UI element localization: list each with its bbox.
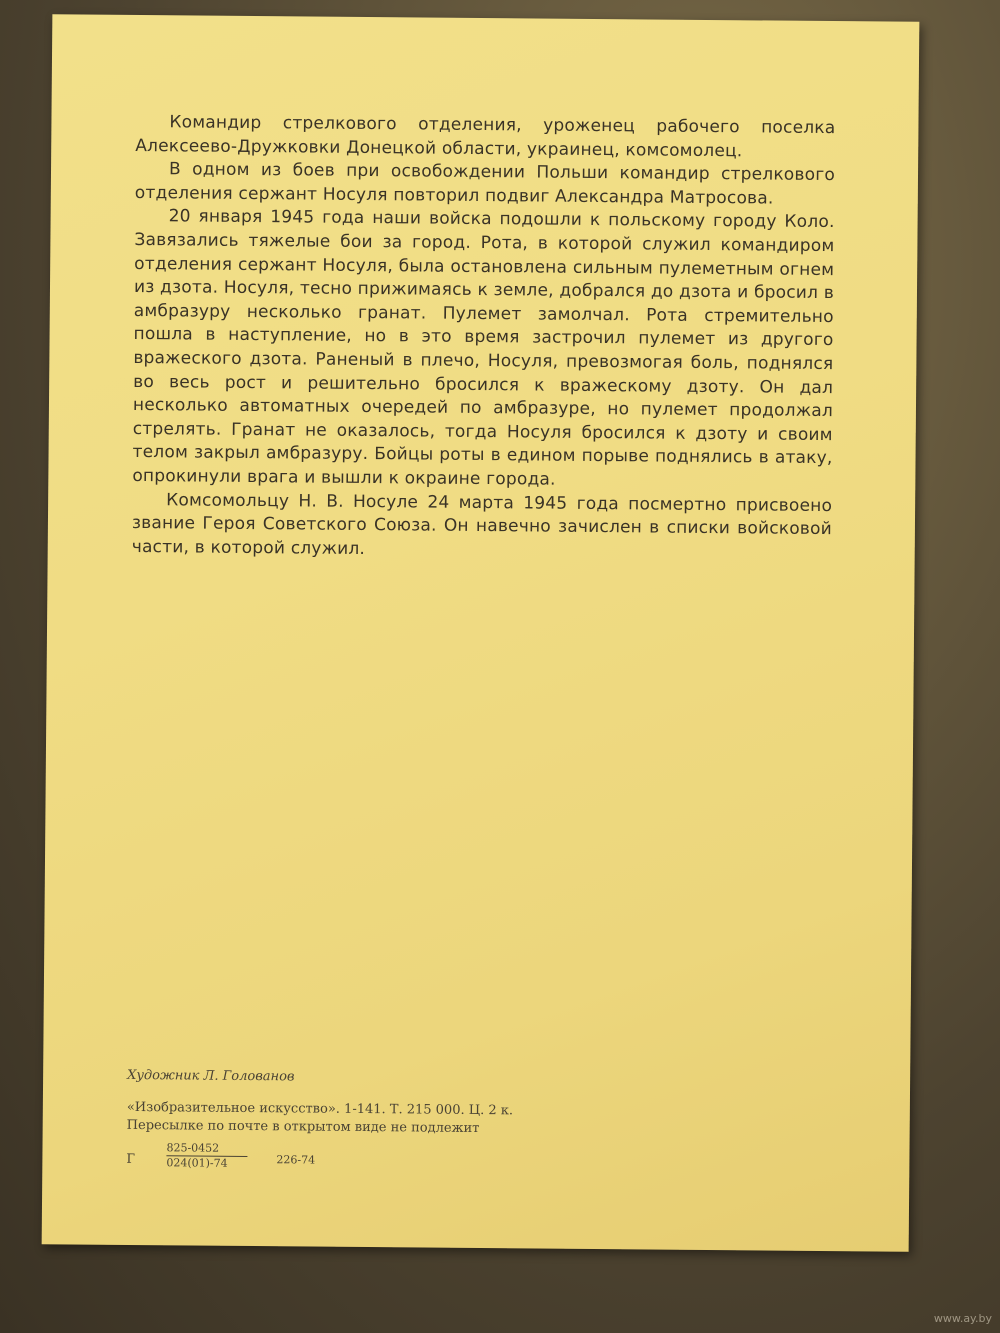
catalog-code [126, 1141, 686, 1186]
site-watermark: www.ay.by [933, 1312, 992, 1325]
postal-note: Пересылке по почте в открытом виде не подлежит [126, 1117, 480, 1137]
code-denominator: 024(01)-74 [166, 1156, 228, 1170]
paragraph-3: 20 января 1945 года наши войска подошли к польскому городу Коло. Завязались тяжелые бои за город. Рота, в которой служил командиром отделения сержант Носуля, была остановлена сильным пулеметным огнем из дзота. Носуля, тесно прижимаясь к земле, добрался до дзота и бросил в амбразуру несколько гранат. Пулемет замолчал. Рота стремительно пошла в наступление, но в это время застрочил пулемет из другого вражеского дзота. Раненый в плечо, Носуля, превозмогая боль, поднялся во весь рост и решительно бросился к вражескому дзоту. Он дал несколько автоматных очередей по амбразуре, но пулемет продолжал стрелять. Гранат не оказалось, тогда Носуля бросился к дзоту и своим телом закрыл амбразуру. Бойцы роты в едином порыве поднялись в атаку, опрокинули врага и вышли к окраине города. [132, 206, 835, 490]
postcard-back [42, 14, 920, 1252]
code-letter: Г [126, 1151, 136, 1168]
paragraph-2: В одном из боев при освобождении Польши командир стрелкового отделения сержант Носуля повторил подвиг Александра Матросова. [134, 159, 836, 209]
code-suffix: 226-74 [276, 1153, 316, 1167]
biography-text [132, 111, 836, 565]
publication-imprint [126, 1067, 687, 1186]
code-numerator: 825-0452 [166, 1141, 247, 1157]
paragraph-1: Командир стрелкового отделения, уроженец рабочего поселка Алексеево-Дружковки Донецкой области, украинец, комсомолец. [135, 112, 836, 161]
artist-credit: Художник Л. Голованов [127, 1067, 295, 1085]
code-fraction [166, 1141, 247, 1171]
paragraph-4: Комсомольцу Н. В. Носуле 24 марта 1945 года посмертно присвоено звание Героя Советского Союза. Он навечно зачислен в списки войсковой части, в которой служил. [131, 489, 833, 559]
publisher-line: «Изобразительное искусство». 1-141. Т. 215 000. Ц. 2 к. [126, 1099, 514, 1119]
